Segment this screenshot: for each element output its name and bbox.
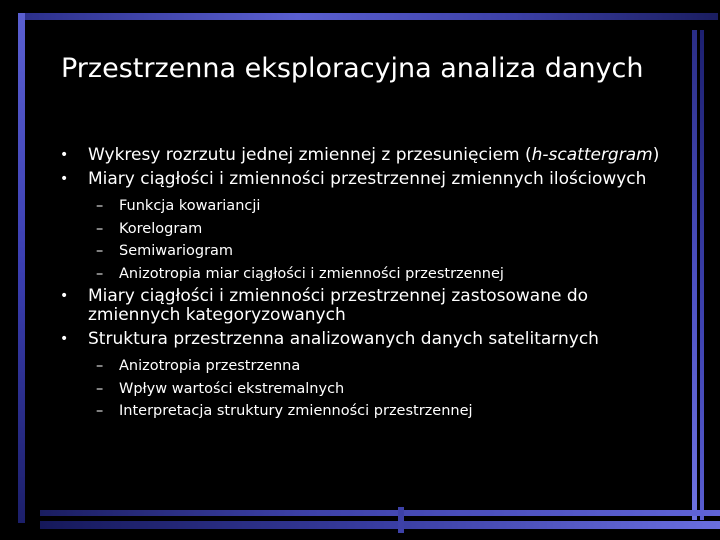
bullet-text-4: Struktura przestrzenna analizowanych danych satelitarnych [88,329,599,349]
sub-item [56,400,676,423]
dash-icon: – [96,198,104,214]
bullet-icon: • [60,288,69,304]
sub-item-text: Korelogram [119,220,203,237]
sub-item [56,195,676,218]
sub-item-text: Anizotropia miar ciągłości i zmienności przestrzennej [119,265,504,282]
sub-list-2 [56,195,676,285]
frame-right-bar-outer [700,30,704,520]
sub-item-text: Semiwariogram [119,243,234,259]
bullet-item-3 [56,287,676,325]
dash-icon: – [96,358,104,374]
bullet-text-2: Miary ciągłości i zmienności przestrzennej zmiennych ilościowych [88,169,647,189]
frame-bottom-bar-outer [40,521,720,529]
sub-item [56,240,676,263]
dash-icon: – [96,380,104,397]
bullet-icon: • [60,331,69,347]
frame-bottom-bar [40,510,720,516]
bullet-text-1-after: ) [652,145,660,165]
sub-item [56,263,676,286]
sub-item-text: Anizotropia przestrzenna [119,358,301,374]
sub-item [56,355,676,378]
bullet-icon: • [60,171,69,187]
sub-item [56,218,676,241]
sub-item-text: Wpływ wartości ekstremalnych [119,380,345,397]
bullet-item-1 [56,146,676,165]
sub-list-4 [56,355,676,423]
sub-item-text: Funkcja kowariancji [119,198,261,214]
bullet-text-1: Wykresy rozrzutu jednej zmiennej z przesunięciem ( [88,145,532,165]
bullet-text-1-italic: h-scattergram [531,145,653,165]
dash-icon: – [96,220,104,237]
frame-top-bar [18,13,718,20]
frame-right-bar [692,30,697,520]
frame-left-bar [18,13,25,523]
dash-icon: – [96,243,104,259]
slide-title: Przestrzenna eksploracyjna analiza danych [61,53,644,84]
bullet-icon: • [60,147,69,163]
sub-item-text: Interpretacja struktury zmienności przestrzennej [119,403,473,419]
bullet-item-4 [56,330,676,349]
bullet-text-3: Miary ciągłości i zmienności przestrzennej zastosowane do zmiennych kategoryzowanych [88,286,589,325]
bullet-item-2 [56,170,676,189]
slide-content [56,146,676,425]
dash-icon: – [96,265,104,282]
frame-bottom-tick [398,507,404,533]
sub-item [56,378,676,401]
dash-icon: – [96,403,104,419]
